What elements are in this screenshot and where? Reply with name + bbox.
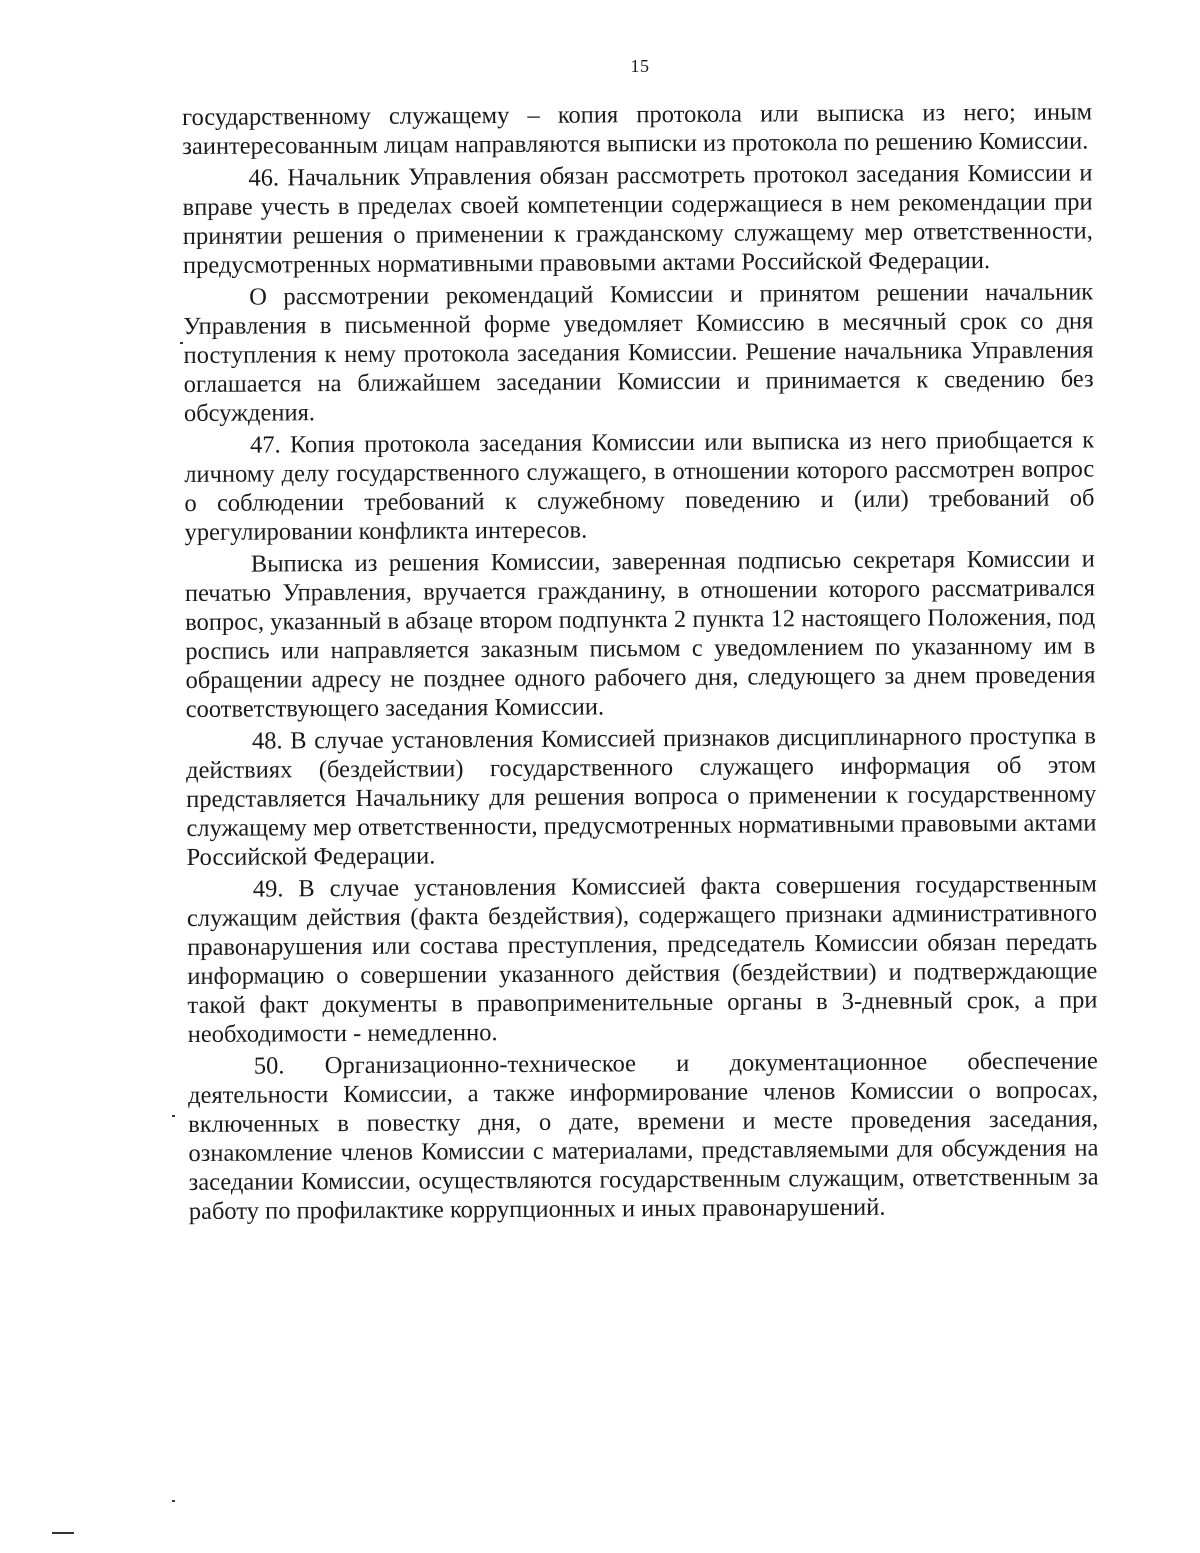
- paragraph-50: 50. Организационно-техническое и документационное обеспечение деятельности Комиссии, а также информирование членов Комиссии о вопросах, включенных в повестку дня, о дате, времени и месте проведения заседания, ознакомление членов Комиссии с материалами, представляемыми для обсуждения на заседании Комиссии, осуществляются государственным служащим, ответственным за работу по профилактике коррупционных и иных правонарушений.: [187, 1047, 1099, 1225]
- scan-speck: [172, 1500, 175, 1502]
- paragraph-46-second: О рассмотрении рекомендаций Комиссии и принятом решении начальник Управления в письменной форме уведомляет Комиссию в месячный срок со дня поступления к нему протокола заседания Комиссии. Решение начальника Управления оглашается на ближайшем заседании Комиссии и принимается к сведению без обсуждения.: [183, 278, 1094, 427]
- scan-mark: [52, 1532, 74, 1534]
- page-number: 15: [630, 56, 650, 76]
- paragraph-46: 46. Начальник Управления обязан рассмотреть протокол заседания Комиссии и вправе учесть в пределах своей компетенции содержащиеся в нем рекомендации при принятии решения о применении к гражданскому служащему мер ответственности, предусмотренных нормативными правовыми актами Российской Федерации.: [182, 159, 1093, 279]
- document-body: [182, 97, 1099, 1229]
- scan-speck: [172, 1115, 175, 1117]
- paragraph-continuation: государственному служащему – копия протокола или выписка из него; иным заинтересованным лицам направляются выписки из протокола по решению Комиссии.: [182, 98, 1093, 160]
- paragraph-47: 47. Копия протокола заседания Комиссии или выписка из него приобщается к личному делу государственного служащего, в отношении которого рассмотрен вопрос о соблюдении требований к служебному поведению и (или) требований об урегулировании конфликта интересов.: [184, 426, 1095, 546]
- paragraph-47-second: Выписка из решения Комиссии, заверенная подписью секретаря Комиссии и печатью Управления, вручается гражданину, в отношении которого рассматривался вопрос, указанный в абзаце втором подпункта 2 пункта 12 настоящего Положения, под роспись или направляется заказным письмом с уведомлением по указанному им в обращении адресу не позднее одного рабочего дня, следующего за днем проведения соответствующего заседания Комиссии.: [184, 545, 1096, 723]
- paragraph-48: 48. В случае установления Комиссией признаков дисциплинарного проступка в действиях (бездействии) государственного служащего информация об этом представляется Начальнику для решения вопроса о применении к государственному служащему мер ответственности, предусмотренных нормативными правовыми актами Российской Федерации.: [185, 722, 1097, 871]
- scan-speck: [180, 342, 183, 344]
- paragraph-49: 49. В случае установления Комиссией факта совершения государственным служащим действия (факта бездействия), содержащего признаки административного правонарушения или состава преступления, председатель Комиссии обязан передать информацию о совершении указанного действия (бездействии) и подтверждающие такой факт документы в правоприменительные органы в 3-дневный срок, а при необходимости - немедленно.: [186, 870, 1098, 1048]
